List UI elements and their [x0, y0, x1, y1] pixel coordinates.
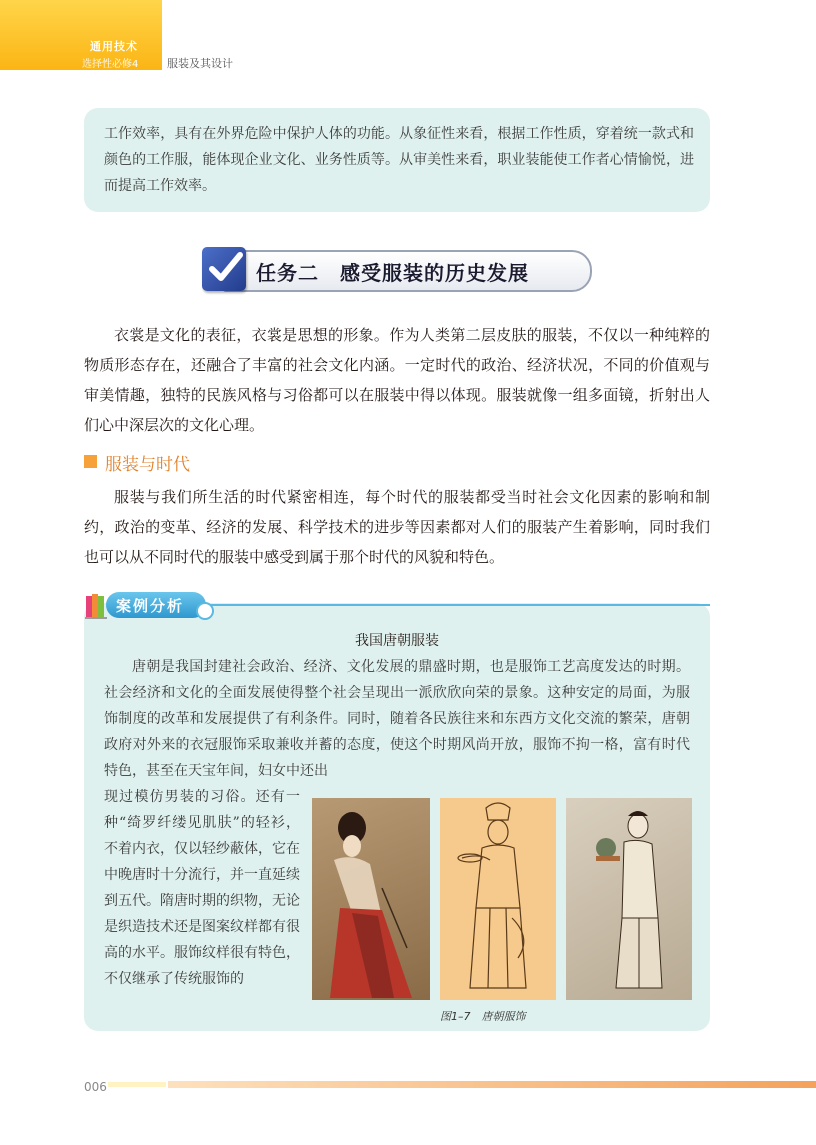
case-tab-pill [106, 592, 206, 618]
intro-text: 工作效率，具有在外界危险中保护人体的功能。从象征性来看，根据工作性质，穿着统一款式和颜色的工作服，能体现企业文化、业务性质等。从审美性来看，职业装能使工作者心情愉悦，进而提高工作效率。 [104, 126, 694, 194]
case-tab [84, 590, 284, 626]
series-title: 通用技术 [90, 40, 138, 53]
tang-mural-image [566, 798, 692, 1000]
case-tab-label: 案例分析 [116, 597, 185, 615]
case-paragraph-continued: 现过模仿男装的习俗。还有一种“绮罗纤缕见肌肤”的轻衫，不着内衣，仅以轻纱蔽体，它在中晚唐时十分流行，并一直延续到五代。隋唐时期的织物，无论是织造技术还是图案纹样都有很高的水平。服饰纹样很有特色，不仅继承了传统服饰的 [104, 789, 300, 987]
intro-paragraph: 衣裳是文化的表征，衣裳是思想的形象。作为人类第二层皮肤的服装，不仅以一种纯粹的物质形态存在，还融合了丰富的社会文化内涵。一定时代的政治、经济状况，不同的价值观与审美情趣，独特的民族风格与习俗都可以在服装中得以体现。服装就像一组多面镜，折射出人们心中深层次的文化心理。 [84, 326, 710, 434]
task-banner [202, 247, 590, 293]
footer-accent-bar [108, 1082, 166, 1087]
tang-painting-image [312, 798, 430, 1000]
section-paragraph: 服装与我们所生活的时代紧密相连，每个时代的服装都受当时社会文化因素的影响和制约，政治的变革、经济的发展、科学技术的进步等因素都对人们的服装产生着影响，同时我们也可以从不同时代的服装中感受到属于那个时代的风貌和特色。 [84, 488, 710, 566]
case-paragraph: 唐朝是我国封建社会政治、经济、文化发展的鼎盛时期，也是服饰工艺高度发达的时期。社会经济和文化的全面发展使得整个社会呈现出一派欣欣向荣的景象。这种安定的局面，为服饰制度的改革和发展提供了有利条件。同时，随着各民族往来和东西方文化交流的繁荣，唐朝政府对外来的衣冠服饰采取兼收并蓄的态度，使这个时期风尚开放，服饰不拘一格，富有时代特色，甚至在天宝年间，妇女中还出 [104, 659, 690, 779]
footer-bar [168, 1081, 816, 1088]
case-title: 我国唐朝服装 [355, 633, 439, 649]
task-title: 任务二 感受服装的历史发展 [256, 261, 529, 285]
checkmark-icon [202, 247, 246, 291]
tang-figure-drawing-image [440, 798, 556, 1000]
header-series-block [0, 0, 162, 70]
swirl-icon [196, 602, 214, 620]
intro-box [84, 108, 710, 212]
square-bullet-icon [84, 455, 97, 468]
figure-caption: 图1–7 唐朝服饰 [440, 1010, 526, 1023]
section-heading-text: 服装与时代 [105, 455, 190, 475]
chapter-title: 服装及其设计 [167, 57, 233, 70]
series-subtitle: 选择性必修4 [82, 59, 139, 70]
page-number: 006 [84, 1080, 107, 1094]
